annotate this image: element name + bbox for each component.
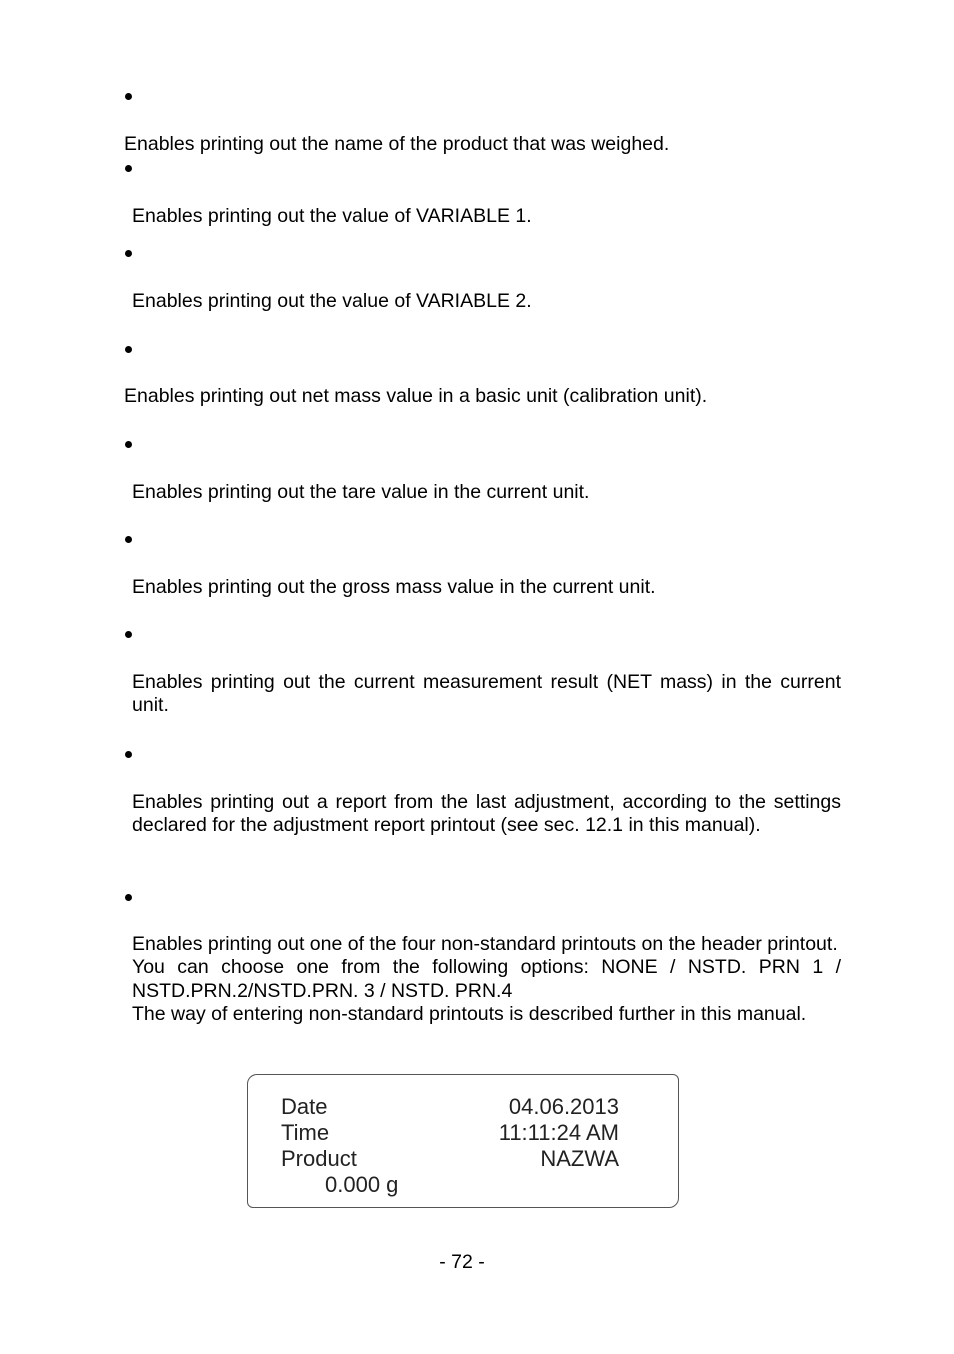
time-value: 11:11:24 AM xyxy=(498,1120,619,1145)
printout-example xyxy=(247,1074,679,1208)
date-value: 04.06.2013 xyxy=(508,1094,619,1119)
bullet xyxy=(124,438,134,448)
bullet xyxy=(124,748,134,758)
item-description: Enables printing out the value of VARIABLE 2. xyxy=(132,290,532,312)
item-description: Enables printing out the gross mass value in the current unit. xyxy=(132,576,656,598)
item-description: Enables printing out net mass value in a basic unit (calibration unit). xyxy=(124,385,708,407)
item-description: Enables printing out a report from the last adjustment, according to the settings declared for the adjustment report printout (see sec. 12.1 in this manual). xyxy=(132,791,841,837)
item-description: Enables printing out the value of VARIABLE 1. xyxy=(132,205,532,227)
item-description: Enables printing out the current measurement result (NET mass) in the current unit. xyxy=(132,671,841,717)
bullet xyxy=(124,90,134,100)
bullet xyxy=(124,162,134,172)
page-number: - 72 - xyxy=(439,1251,485,1273)
bullet xyxy=(124,628,134,638)
product-value: NAZWA xyxy=(540,1146,619,1171)
item-description: Enables printing out the name of the product that was weighed. xyxy=(124,133,670,155)
time-label: Time xyxy=(281,1120,330,1145)
item-options: You can choose one from the following options: NONE / NSTD. PRN 1 / NSTD.PRN.2/NSTD.PRN. 3 / NSTD. PRN.4 xyxy=(132,956,841,1002)
item-description: Enables printing out the tare value in the current unit. xyxy=(132,481,590,503)
item-description: Enables printing out one of the four non-standard printouts on the header printout. xyxy=(132,933,838,955)
item-description-group xyxy=(132,933,841,1026)
bullet xyxy=(124,247,134,257)
bullet xyxy=(124,343,134,353)
date-label: Date xyxy=(281,1094,328,1119)
product-label: Product xyxy=(281,1146,357,1171)
mass-value: 0.000 g xyxy=(325,1172,399,1197)
bullet xyxy=(124,533,134,543)
item-note: The way of entering non-standard printouts is described further in this manual. xyxy=(132,1002,807,1025)
bullet xyxy=(124,891,134,901)
